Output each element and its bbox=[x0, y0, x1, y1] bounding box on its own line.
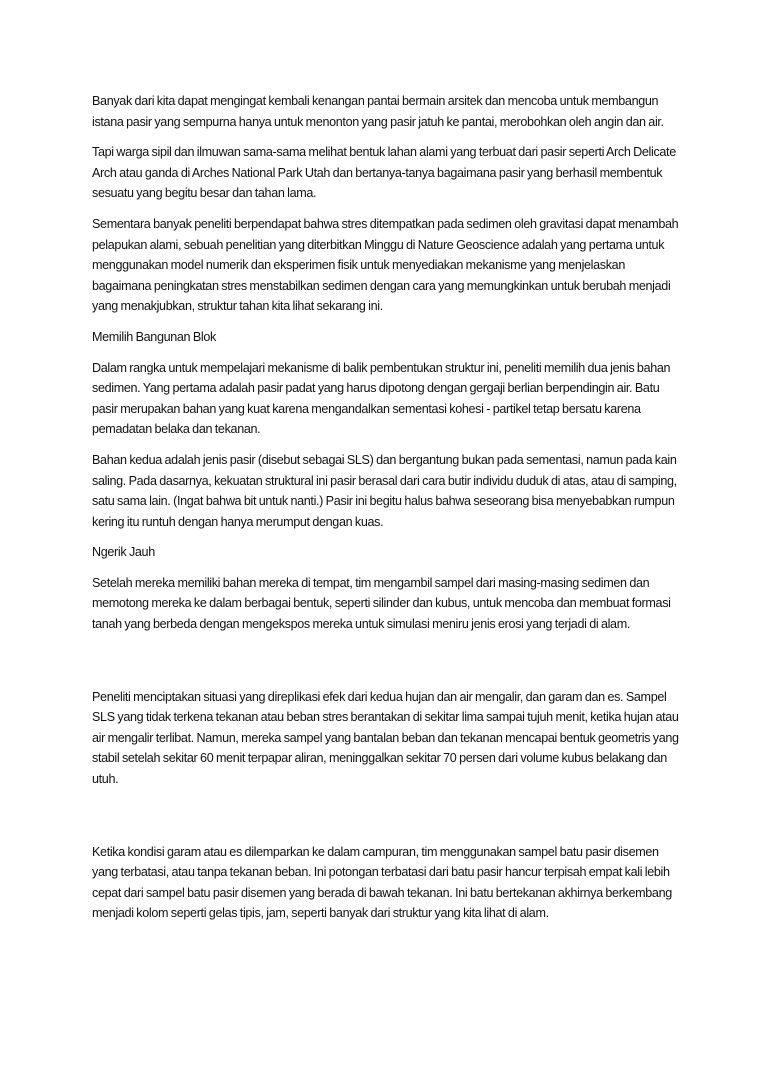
document-body bbox=[92, 91, 684, 934]
paragraph-stress-study: Sementara banyak peneliti berpendapat bahwa stres ditempatkan pada sedimen oleh gravitasi dapat menambah pelapukan alami, sebuah penelitian yang diterbitkan Minggu di Nature Geoscience adalah yang pertama untuk menggunakan model numerik dan eksperimen fisik untuk menyediakan mekanisme yang menjelaskan bagaimana peningkatan stres menstabilkan sedimen dengan cara yang memungkinkan untuk berubah menjadi yang menakjubkan, struktur tahan kita lihat sekarang ini. bbox=[92, 216, 679, 314]
paragraph-sample-shapes: Setelah mereka memiliki bahan mereka di tempat, tim mengambil sampel dari masing-masing sedimen dan memotong mereka ke dalam berbagai bentuk, seperti silinder dan kubus, untuk mencoba dan membuat formasi tanah yang berbeda dengan mengekspos mereka untuk simulasi meniru jenis erosi yang terjadi di alam. bbox=[92, 575, 671, 632]
paragraph-sls-sand: Bahan kedua adalah jenis pasir (disebut sebagai SLS) dan bergantung bukan pada sementasi, namun pada kain saling. Pada dasarnya, kekuatan struktural ini pasir berasal dari cara butir individu duduk di atas, atau di samping, satu sama lain. (Ingat bahwa bit untuk nanti.) Pasir ini begitu halus bahwa seseorang bisa menyebabkan rumpun kering itu runtuh dengan hanya merumput dengan kuas. bbox=[92, 452, 677, 529]
paragraph-sandcastle-memories: Banyak dari kita dapat mengingat kembali kenangan pantai bermain arsitek dan mencoba untuk membangun istana pasir yang sempurna hanya untuk menonton yang pasir jatuh ke pantai, merobohkan oleh angin dan air. bbox=[92, 94, 664, 129]
paragraph-salt-ice-conditions: Ketika kondisi garam atau es dilemparkan ke dalam campuran, tim menggunakan sampel batu pasir disemen yang terbatasi, atau tanpa tekanan beban. Ini potongan terbatasi dari batu pasir hancur terpisah empat kali lebih cepat dari sampel batu pasir disemen yang berada di bawah tekanan. Ini batu bertekanan akhirnya berkembang menjadi kolom seperti gelas tipis, jam, seperti banyak dari struktur yang kita lihat di alam. bbox=[92, 844, 672, 921]
paragraph-delicate-arch: Tapi warga sipil dan ilmuwan sama-sama melihat bentuk lahan alami yang terbuat dari pasir seperti Arch Delicate Arch atau ganda di Arches National Park Utah dan bertanya-tanya bagaimana pasir yang berhasil membentuk sesuatu yang begitu besar dan tahan lama. bbox=[92, 145, 676, 201]
section-heading-ngerik-jauh: Ngerik Jauh bbox=[92, 545, 155, 560]
paragraph-sediment-types: Dalam rangka untuk mempelajari mekanisme di balik pembentukan struktur ini, peneliti memilih dua jenis bahan sedimen. Yang pertama adalah pasir padat yang harus dipotong dengan gergaji berlian berpendingin air. Batu pasir merupakan bahan yang kuat karena mengandalkan sementasi kohesi - partikel tetap bersatu karena pemadatan belaka dan tekanan. bbox=[92, 360, 671, 437]
paragraph-rain-simulation: Peneliti menciptakan situasi yang direplikasi efek dari kedua hujan dan air mengalir, dan garam dan es. Sampel SLS yang tidak terkena tekanan atau beban stres berantakan di sekitar lima sampai tujuh menit, ketika hujan atau air mengalir terlibat. Namun, mereka sampel yang bantalan beban dan tekanan mencapai bentuk geometris yang stabil setelah sekitar 60 menit terpapar aliran, meninggalkan sekitar 70 persen dari volume kubus belakang dan utuh. bbox=[92, 689, 679, 787]
section-heading-building-blocks: Memilih Bangunan Blok bbox=[92, 329, 216, 344]
